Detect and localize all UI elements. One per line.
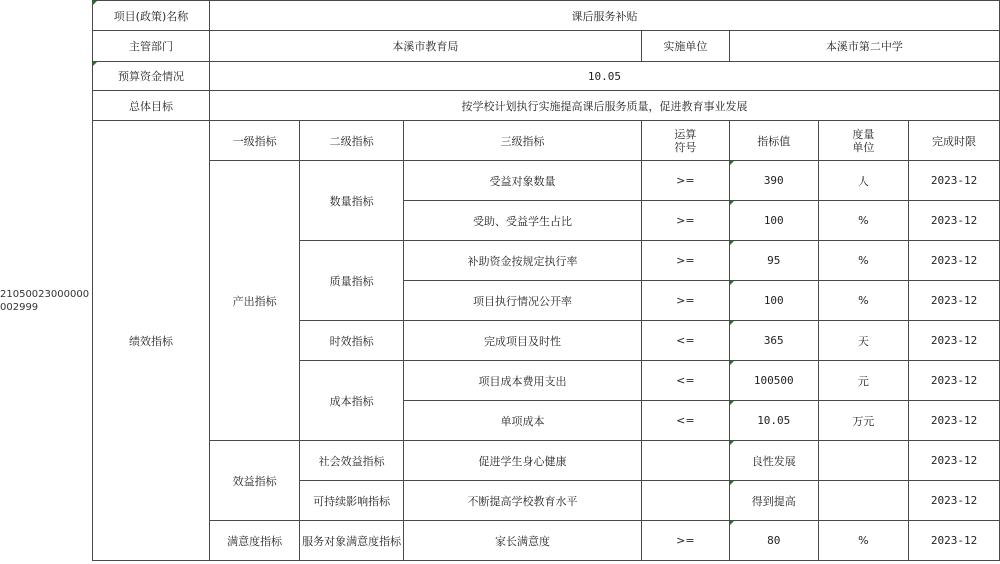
indicator-unit[interactable]: 人 — [818, 161, 908, 201]
group-satisfaction: 满意度指标 — [209, 521, 299, 561]
header-unit-line1: 度量 — [852, 127, 875, 141]
indicator-name[interactable]: 项目成本费用支出 — [404, 361, 642, 401]
indicator-name[interactable]: 完成项目及时性 — [404, 321, 642, 361]
indicator-name[interactable]: 补助资金按规定执行率 — [404, 241, 642, 281]
header-row — [93, 121, 1000, 161]
indicator-operator[interactable]: <= — [641, 401, 729, 441]
indicator-unit[interactable]: 元 — [818, 361, 908, 401]
project-label: 项目(政策)名称 — [93, 1, 210, 31]
project-row — [93, 1, 1000, 31]
row-id: 21050023000000002999 — [0, 289, 90, 313]
indicator-value[interactable]: 100 — [729, 201, 818, 241]
indicator-operator[interactable]: <= — [641, 321, 729, 361]
indicator-unit[interactable]: % — [818, 521, 908, 561]
indicator-deadline[interactable]: 2023-12 — [909, 321, 1000, 361]
group-sustain: 可持续影响指标 — [300, 481, 404, 521]
indicator-value[interactable]: 365 — [729, 321, 818, 361]
indicator-deadline[interactable]: 2023-12 — [909, 241, 1000, 281]
indicator-unit[interactable]: 万元 — [818, 401, 908, 441]
group-quality: 质量指标 — [300, 241, 404, 321]
group-cost: 成本指标 — [300, 361, 404, 441]
indicator-deadline[interactable]: 2023-12 — [909, 481, 1000, 521]
indicator-operator[interactable]: >= — [641, 281, 729, 321]
indicator-value[interactable]: 95 — [729, 241, 818, 281]
indicator-operator[interactable]: >= — [641, 241, 729, 281]
header-unit-line2: 单位 — [852, 140, 875, 154]
department-value[interactable]: 本溪市教育局 — [209, 31, 641, 62]
indicator-deadline[interactable]: 2023-12 — [909, 161, 1000, 201]
indicator-value[interactable]: 80 — [729, 521, 818, 561]
indicator-name[interactable]: 家长满意度 — [404, 521, 642, 561]
indicator-name[interactable]: 受益对象数量 — [404, 161, 642, 201]
goal-row — [93, 91, 1000, 121]
indicator-unit[interactable] — [818, 481, 908, 521]
indicator-unit[interactable]: % — [818, 241, 908, 281]
group-timeliness: 时效指标 — [300, 321, 404, 361]
indicator-value[interactable]: 100 — [729, 281, 818, 321]
header-operator — [641, 121, 729, 161]
group-quantity: 数量指标 — [300, 161, 404, 241]
header-operator-line2: 符号 — [674, 140, 697, 154]
indicator-unit[interactable]: 天 — [818, 321, 908, 361]
header-level2: 二级指标 — [300, 121, 404, 161]
indicator-deadline[interactable]: 2023-12 — [909, 441, 1000, 481]
indicator-operator[interactable]: >= — [641, 161, 729, 201]
project-name[interactable]: 课后服务补贴 — [209, 1, 999, 31]
group-service-satisfaction: 服务对象满意度指标 — [300, 521, 404, 561]
indicator-operator[interactable]: >= — [641, 521, 729, 561]
indicator-deadline[interactable]: 2023-12 — [909, 281, 1000, 321]
indicator-value[interactable]: 得到提高 — [729, 481, 818, 521]
table-row — [93, 161, 1000, 201]
indicator-operator[interactable]: >= — [641, 201, 729, 241]
performance-table — [92, 0, 1000, 561]
indicator-operator[interactable] — [641, 481, 729, 521]
budget-value[interactable]: 10.05 — [209, 62, 999, 91]
indicator-unit[interactable]: % — [818, 281, 908, 321]
impl-unit-value[interactable]: 本溪市第二中学 — [729, 31, 999, 62]
goal-label: 总体目标 — [93, 91, 210, 121]
goal-value[interactable]: 按学校计划执行实施提高课后服务质量，促进教育事业发展 — [209, 91, 999, 121]
indicator-deadline[interactable]: 2023-12 — [909, 201, 1000, 241]
indicator-operator[interactable] — [641, 441, 729, 481]
header-level3: 三级指标 — [404, 121, 642, 161]
indicator-value[interactable]: 10.05 — [729, 401, 818, 441]
header-deadline: 完成时限 — [909, 121, 1000, 161]
table-row — [93, 521, 1000, 561]
indicator-name[interactable]: 不断提高学校教育水平 — [404, 481, 642, 521]
indicator-name[interactable]: 单项成本 — [404, 401, 642, 441]
budget-row — [93, 62, 1000, 91]
header-unit — [818, 121, 908, 161]
header-value: 指标值 — [729, 121, 818, 161]
indicator-unit[interactable]: % — [818, 201, 908, 241]
header-operator-line1: 运算 — [674, 127, 697, 141]
indicator-value[interactable]: 100500 — [729, 361, 818, 401]
department-row — [93, 31, 1000, 62]
group-output: 产出指标 — [209, 161, 299, 441]
indicator-name[interactable]: 项目执行情况公开率 — [404, 281, 642, 321]
group-benefit: 效益指标 — [209, 441, 299, 521]
impl-unit-label: 实施单位 — [641, 31, 729, 62]
indicator-name[interactable]: 促进学生身心健康 — [404, 441, 642, 481]
indicator-deadline[interactable]: 2023-12 — [909, 521, 1000, 561]
group-social: 社会效益指标 — [300, 441, 404, 481]
indicator-deadline[interactable]: 2023-12 — [909, 361, 1000, 401]
performance-label: 绩效指标 — [93, 121, 210, 561]
indicator-value[interactable]: 390 — [729, 161, 818, 201]
department-label: 主管部门 — [93, 31, 210, 62]
indicator-unit[interactable] — [818, 441, 908, 481]
indicator-value[interactable]: 良性发展 — [729, 441, 818, 481]
indicator-name[interactable]: 受助、受益学生占比 — [404, 201, 642, 241]
header-level1: 一级指标 — [209, 121, 299, 161]
indicator-deadline[interactable]: 2023-12 — [909, 401, 1000, 441]
budget-label: 预算资金情况 — [93, 62, 210, 91]
indicator-operator[interactable]: <= — [641, 361, 729, 401]
table-row — [93, 441, 1000, 481]
